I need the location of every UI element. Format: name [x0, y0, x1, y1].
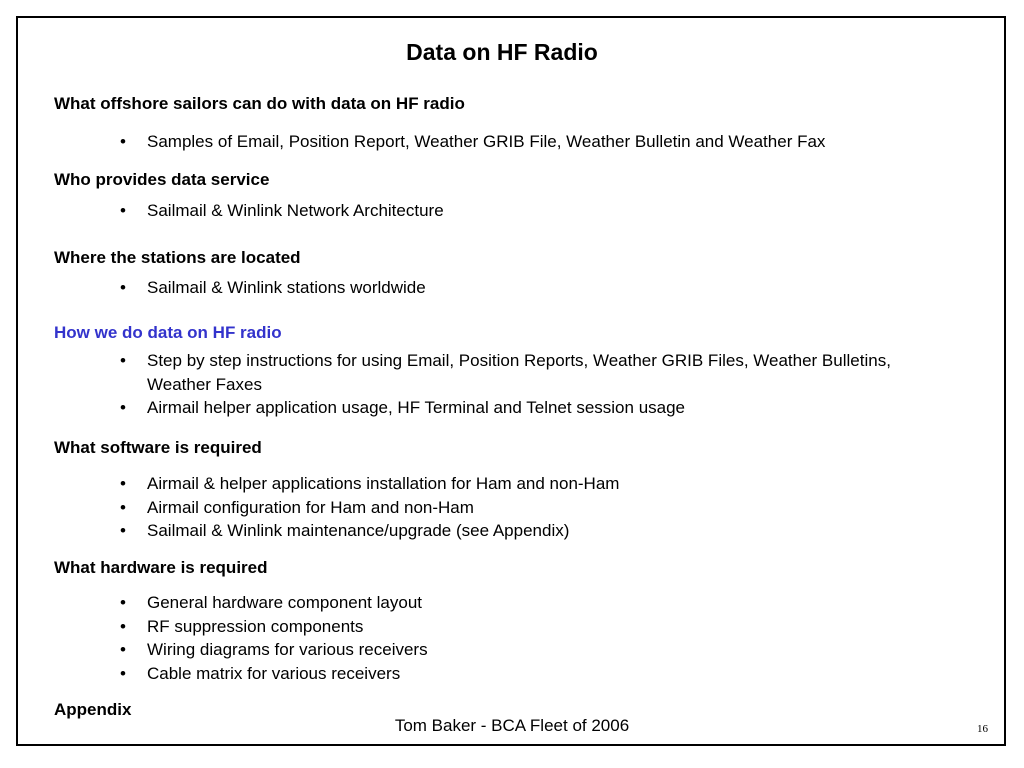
section-heading-appendix: Appendix	[54, 700, 132, 719]
list-item	[120, 199, 957, 223]
list-item-text: Sailmail & Winlink stations worldwide	[147, 278, 426, 297]
list-item-text: Airmail & helper applications installation for Ham and non-Ham	[147, 474, 620, 493]
bullet-marker: •	[120, 663, 126, 683]
bullet-list-data-service	[120, 199, 957, 223]
list-item	[120, 130, 957, 154]
list-item-text: RF suppression components	[147, 616, 364, 636]
list-item-text: Cable matrix for various receivers	[147, 663, 401, 683]
list-item	[120, 615, 957, 639]
list-item-text: Sailmail & Winlink maintenance/upgrade (see Appendix)	[147, 521, 570, 540]
section-heading-software: What software is required	[54, 438, 262, 457]
list-item-text: Samples of Email, Position Report, Weather GRIB File, Weather Bulletin and Weather Fax	[147, 132, 826, 151]
bullet-marker: •	[120, 593, 126, 612]
list-item-text: Airmail configuration for Ham and non-Ham	[147, 497, 474, 517]
bullet-marker: •	[120, 640, 126, 659]
section-heading-station-locations: Where the stations are located	[54, 248, 301, 267]
list-item-text: Step by step instructions for using Email, Position Reports, Weather GRIB Files, Weather Bulletins, Weather Faxes	[147, 351, 891, 394]
slide-title: Data on HF Radio	[406, 39, 598, 65]
bullet-marker: •	[120, 351, 126, 370]
list-item	[120, 472, 957, 496]
bullet-marker: •	[120, 278, 126, 297]
bullet-marker: •	[120, 474, 126, 493]
bullet-list-offshore-uses	[120, 130, 957, 154]
list-item-text: Airmail helper application usage, HF Terminal and Telnet session usage	[147, 398, 686, 417]
list-item	[120, 519, 957, 543]
list-item-text: General hardware component layout	[147, 593, 422, 612]
section-heading-hardware: What hardware is required	[54, 558, 268, 577]
list-item	[120, 662, 957, 686]
section-heading-offshore-uses: What offshore sailors can do with data on HF radio	[54, 94, 465, 113]
bullet-list-hardware	[120, 591, 957, 685]
bullet-marker: •	[120, 132, 126, 151]
list-item	[120, 496, 957, 520]
bullet-marker: •	[120, 201, 126, 220]
bullet-list-how-we-do-data	[120, 349, 957, 420]
bullet-marker: •	[120, 521, 126, 540]
list-item	[120, 396, 957, 420]
bullet-marker: •	[120, 398, 126, 417]
list-item	[120, 591, 957, 615]
section-heading-data-service: Who provides data service	[54, 170, 270, 189]
list-item	[120, 276, 957, 300]
list-item	[120, 638, 957, 662]
bullet-list-software	[120, 472, 957, 543]
list-item-text: Wiring diagrams for various receivers	[147, 640, 428, 659]
page-number: 16	[977, 723, 988, 735]
bullet-list-station-locations	[120, 276, 957, 300]
bullet-marker: •	[120, 497, 126, 517]
section-heading-how-we-do-data: How we do data on HF radio	[54, 323, 282, 342]
bullet-marker: •	[120, 616, 126, 636]
list-item-text: Sailmail & Winlink Network Architecture	[147, 201, 444, 220]
list-item	[120, 349, 957, 396]
slide-footer: Tom Baker - BCA Fleet of 2006	[394, 716, 630, 735]
